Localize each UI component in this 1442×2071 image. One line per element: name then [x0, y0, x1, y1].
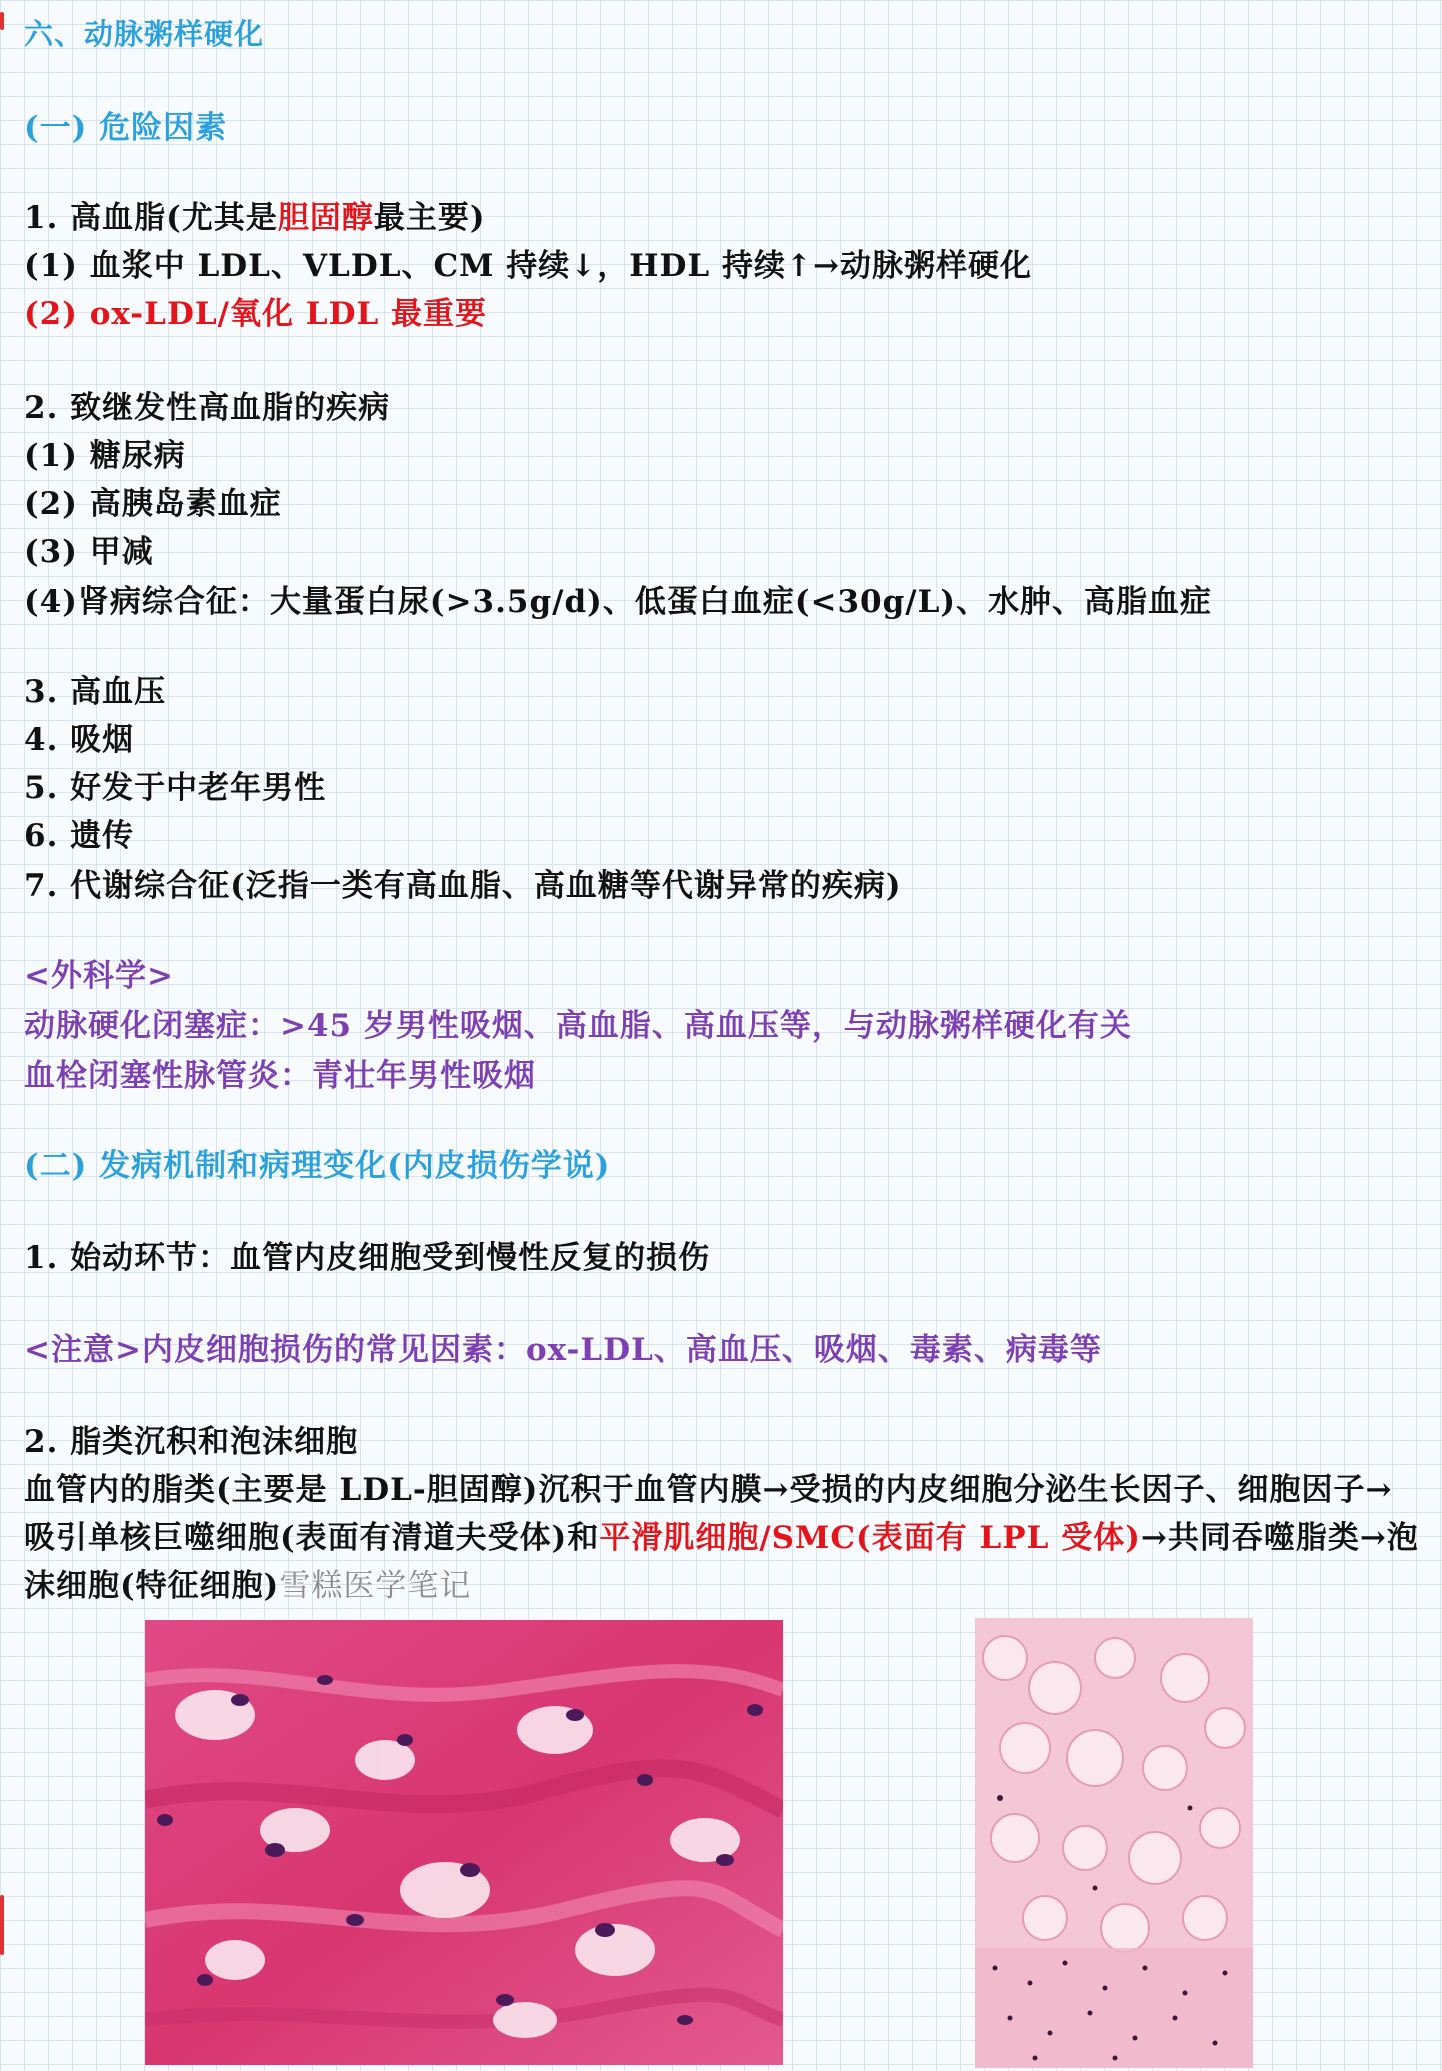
- histology-image-1: [145, 1620, 783, 2065]
- risk-item-2-heading: 2. 致继发性高血脂的疾病: [24, 390, 391, 426]
- risk-item-2-sub-2: (2) 高胰岛素血症: [24, 486, 282, 522]
- risk-item-1-sub-2: (2) ox-LDL/氧化 LDL 最重要: [24, 296, 488, 332]
- risk-item-7: 7. 代谢综合征(泛指一类有高血脂、高血糖等代谢异常的疾病): [24, 868, 902, 904]
- surgery-tag: <外科学>: [24, 958, 174, 994]
- risk-item-3: 3. 高血压: [24, 674, 167, 710]
- risk-item-2-sub-4: (4)肾病综合征：大量蛋白尿(>3.5g/d)、低蛋白血症(<30g/L)、水肿、高脂血症: [24, 584, 1213, 620]
- subsection-title-mechanism: (二) 发病机制和病理变化(内皮损伤学说): [24, 1148, 611, 1184]
- mechanism-item-2-heading: 2. 脂类沉积和泡沫细胞: [24, 1424, 359, 1460]
- attention-note: <注意>内皮细胞损伤的常见因素：ox-LDL、高血压、吸烟、毒素、病毒等: [24, 1332, 1102, 1368]
- edge-marker-top: [0, 12, 4, 30]
- risk-item-2-sub-3: (3) 甲减: [24, 534, 154, 570]
- watermark-text: 雪糕医学笔记: [279, 1568, 472, 1604]
- paragraph-emphasis-smc: 平滑肌细胞/SMC(表面有 LPL 受体): [599, 1520, 1141, 1556]
- mechanism-item-1: 1. 始动环节：血管内皮细胞受到慢性反复的损伤: [24, 1240, 711, 1276]
- edge-marker-bottom: [0, 1895, 4, 1955]
- risk-item-4: 4. 吸烟: [24, 722, 135, 758]
- section-title: 六、动脉粥样硬化: [24, 17, 265, 51]
- histology-foam-cells-high-power: [145, 1620, 783, 2065]
- surgery-note-1: 动脉硬化闭塞症：>45 岁男性吸烟、高血脂、高血压等，与动脉粥样硬化有关: [24, 1008, 1132, 1044]
- mechanism-item-2-paragraph: [24, 1466, 1424, 1610]
- histology-image-2: [975, 1618, 1253, 2068]
- histology-foam-cells-low-power: [975, 1618, 1253, 2068]
- surgery-note-2: 血栓闭塞性脉管炎：青壮年男性吸烟: [24, 1058, 536, 1094]
- risk-item-1-text-a: 1. 高血脂(尤其是: [24, 200, 278, 236]
- paragraph-text-a: 血管内的脂类(主要是 LDL-胆固醇)沉积于血管内膜→受损的内皮细胞分泌生长因子、细胞因子→吸引单核巨噬细胞(表面有清道夫受体)和: [24, 1472, 1393, 1556]
- risk-item-1-text-b: 最主要): [373, 200, 486, 236]
- risk-item-6: 6. 遗传: [24, 818, 135, 854]
- risk-item-2-sub-1: (1) 糖尿病: [24, 438, 186, 474]
- risk-item-1-emphasis: 胆固醇: [277, 200, 374, 236]
- subsection-title-risk-factors: (一) 危险因素: [24, 110, 228, 146]
- risk-item-5: 5. 好发于中老年男性: [24, 770, 327, 806]
- risk-item-1-heading: [24, 198, 1424, 238]
- risk-item-1-sub-1: (1) 血浆中 LDL、VLDL、CM 持续↓，HDL 持续↑→动脉粥样硬化: [24, 248, 1032, 284]
- paragraph-text-b: →共同吞噬脂类→泡沫细胞(特征细胞): [24, 1520, 1419, 1604]
